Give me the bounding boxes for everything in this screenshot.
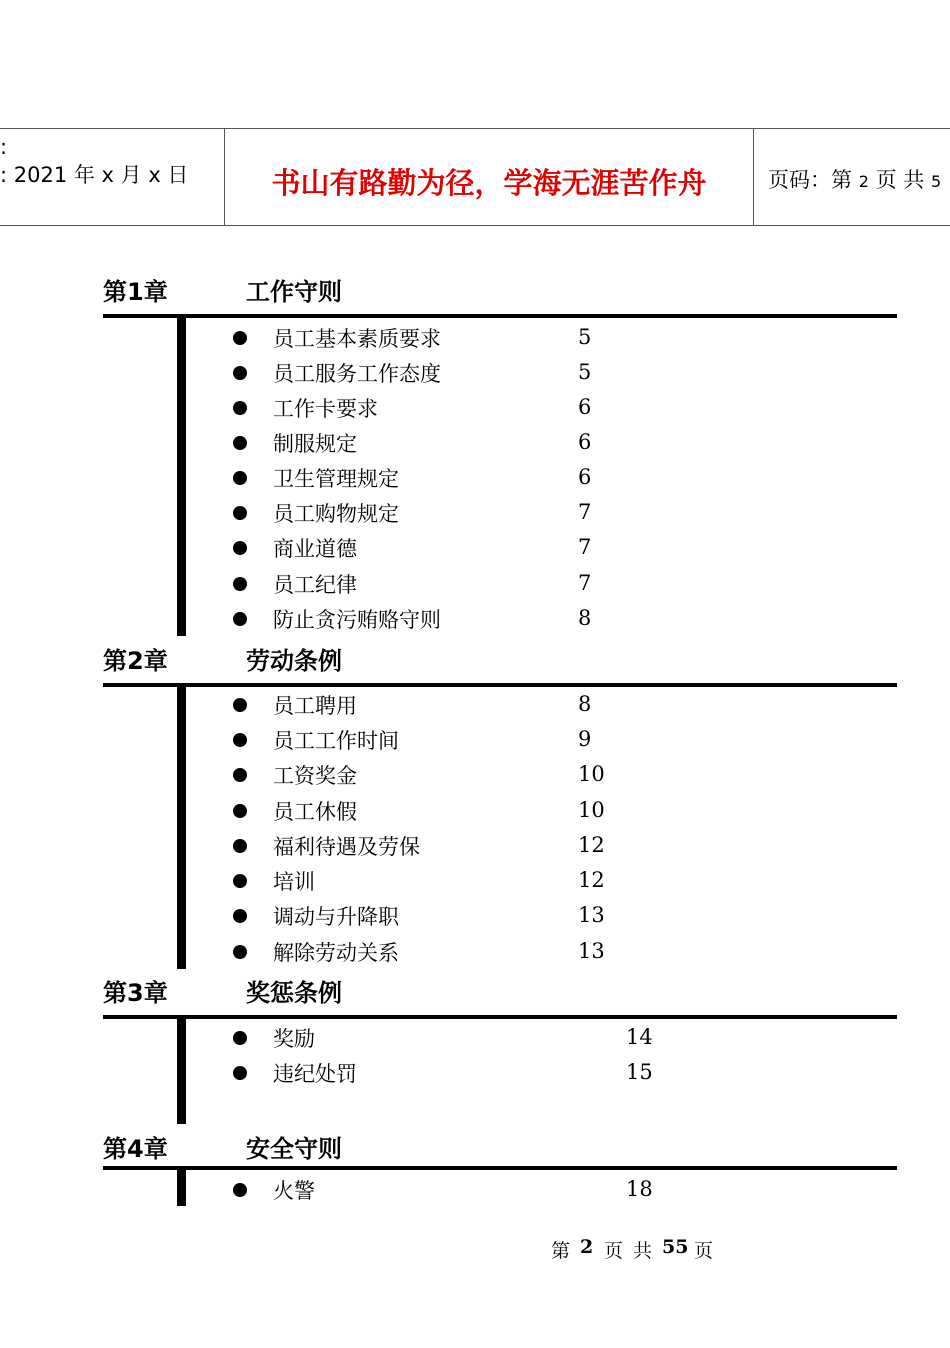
bullet-icon [233,366,247,380]
chapter-rule [103,314,897,318]
chapter-rule [103,1166,897,1170]
footer-word-gong: 共 [633,1240,653,1262]
bullet-icon [233,945,247,959]
chapter-side-bar [177,1170,186,1206]
chapter-side-bar [177,1019,186,1124]
toc-item[interactable] [230,428,830,463]
chapter-side-bar [177,318,186,636]
toc-item-page: 5 [578,325,592,349]
toc-item-label: 火警 [273,1179,315,1203]
toc-item-page: 18 [626,1177,653,1201]
toc-item-label: 福利待遇及劳保 [273,835,420,859]
footer-page-number: 2 [580,1236,594,1258]
toc-item[interactable] [230,796,830,831]
header-page-info [768,164,941,194]
toc-item[interactable] [230,358,830,393]
toc-item[interactable] [230,393,830,428]
chapter-rule [103,683,897,687]
bullet-icon [233,612,247,626]
bullet-icon [233,436,247,450]
bullet-icon [233,804,247,818]
toc-item-page: 7 [578,535,592,559]
toc-item-label: 员工购物规定 [273,502,399,526]
toc-item-label: 培训 [273,870,315,894]
chapter-title: 劳动条例 [246,647,342,675]
bullet-icon [233,331,247,345]
toc-item-label: 员工工作时间 [273,729,399,753]
toc-item-page: 14 [626,1025,653,1049]
header-meta-line1: : [0,135,8,159]
toc-item-page: 7 [578,500,592,524]
bullet-icon [233,1183,247,1197]
toc-item[interactable] [230,569,830,604]
toc-item[interactable] [230,1023,830,1058]
toc-item-label: 工资奖金 [273,764,357,788]
toc-item-page: 10 [578,762,605,786]
toc-item-page: 13 [578,939,605,963]
toc-item-page: 6 [578,430,592,454]
toc-item[interactable] [230,463,830,498]
header-page-label: 页码：第 [768,168,852,192]
header-page-number: 2 [858,172,869,191]
toc-item-label: 奖励 [273,1027,315,1051]
toc-item-label: 员工休假 [273,800,357,824]
chapter-rule [103,1015,897,1019]
bullet-icon [233,909,247,923]
toc-item-page: 12 [578,833,605,857]
bullet-icon [233,698,247,712]
bullet-icon [233,541,247,555]
bullet-icon [233,577,247,591]
toc-item[interactable] [230,866,830,901]
toc-item-page: 10 [578,798,605,822]
bullet-icon [233,471,247,485]
bullet-icon [233,1031,247,1045]
toc-item[interactable] [230,1175,830,1210]
toc-item-label: 工作卡要求 [273,397,378,421]
header-page-total: 5 [930,172,942,191]
footer-word-di: 第 [551,1240,571,1262]
header-date: : 2021 年 x 月 x 日 [0,163,189,187]
toc-item[interactable] [230,760,830,795]
footer-total-pages: 55 [662,1236,689,1258]
bullet-icon [233,874,247,888]
toc-item-page: 9 [578,727,592,751]
chapter-title: 奖惩条例 [246,979,342,1007]
header-motto: 书山有路勤为径，学海无涯苦作舟 [271,166,707,200]
bullet-icon [233,768,247,782]
toc-item-label: 员工纪律 [273,573,357,597]
chapter-number: 第1章 [103,278,168,306]
toc-item-label: 员工基本素质要求 [273,327,441,351]
bullet-icon [233,1066,247,1080]
footer-word-ye2: 页 [694,1240,714,1262]
toc-item[interactable] [230,604,830,639]
toc-item-label: 商业道德 [273,537,357,561]
toc-item[interactable] [230,323,830,358]
toc-item[interactable] [230,725,830,760]
toc-item[interactable] [230,533,830,568]
toc-item-label: 防止贪污贿赂守则 [273,608,441,632]
toc-item-page: 12 [578,868,605,892]
toc-item-page: 5 [578,360,592,384]
chapter-number: 第4章 [103,1135,168,1163]
toc-item[interactable] [230,1058,830,1093]
toc-item-page: 7 [578,571,592,595]
toc-item-page: 8 [578,692,592,716]
toc-item[interactable] [230,901,830,936]
toc-item-label: 员工聘用 [273,694,357,718]
toc-item-page: 13 [578,903,605,927]
toc-item[interactable] [230,498,830,533]
toc-item-page: 15 [626,1060,653,1084]
chapter-title: 安全守则 [246,1135,342,1163]
bullet-icon [233,401,247,415]
toc-item[interactable] [230,937,830,972]
toc-item[interactable] [230,690,830,725]
toc-item[interactable] [230,831,830,866]
header-divider-left [224,129,225,225]
toc-item-page: 8 [578,606,592,630]
bullet-icon [233,506,247,520]
chapter-number: 第2章 [103,647,168,675]
toc-item-label: 员工服务工作态度 [273,362,441,386]
toc-item-label: 制服规定 [273,432,357,456]
chapter-title: 工作守则 [246,278,342,306]
header-divider-right [753,129,754,225]
toc-item-page: 6 [578,465,592,489]
footer-word-ye: 页 [604,1240,624,1262]
header-band [0,128,950,226]
bullet-icon [233,839,247,853]
toc-item-label: 调动与升降职 [273,905,399,929]
toc-item-label: 违纪处罚 [273,1062,357,1086]
toc-item-label: 卫生管理规定 [273,467,399,491]
header-page-mid: 页 共 [875,168,925,192]
chapter-side-bar [177,687,186,969]
toc-item-page: 6 [578,395,592,419]
bullet-icon [233,733,247,747]
toc-item-label: 解除劳动关系 [273,941,399,965]
chapter-number: 第3章 [103,979,168,1007]
